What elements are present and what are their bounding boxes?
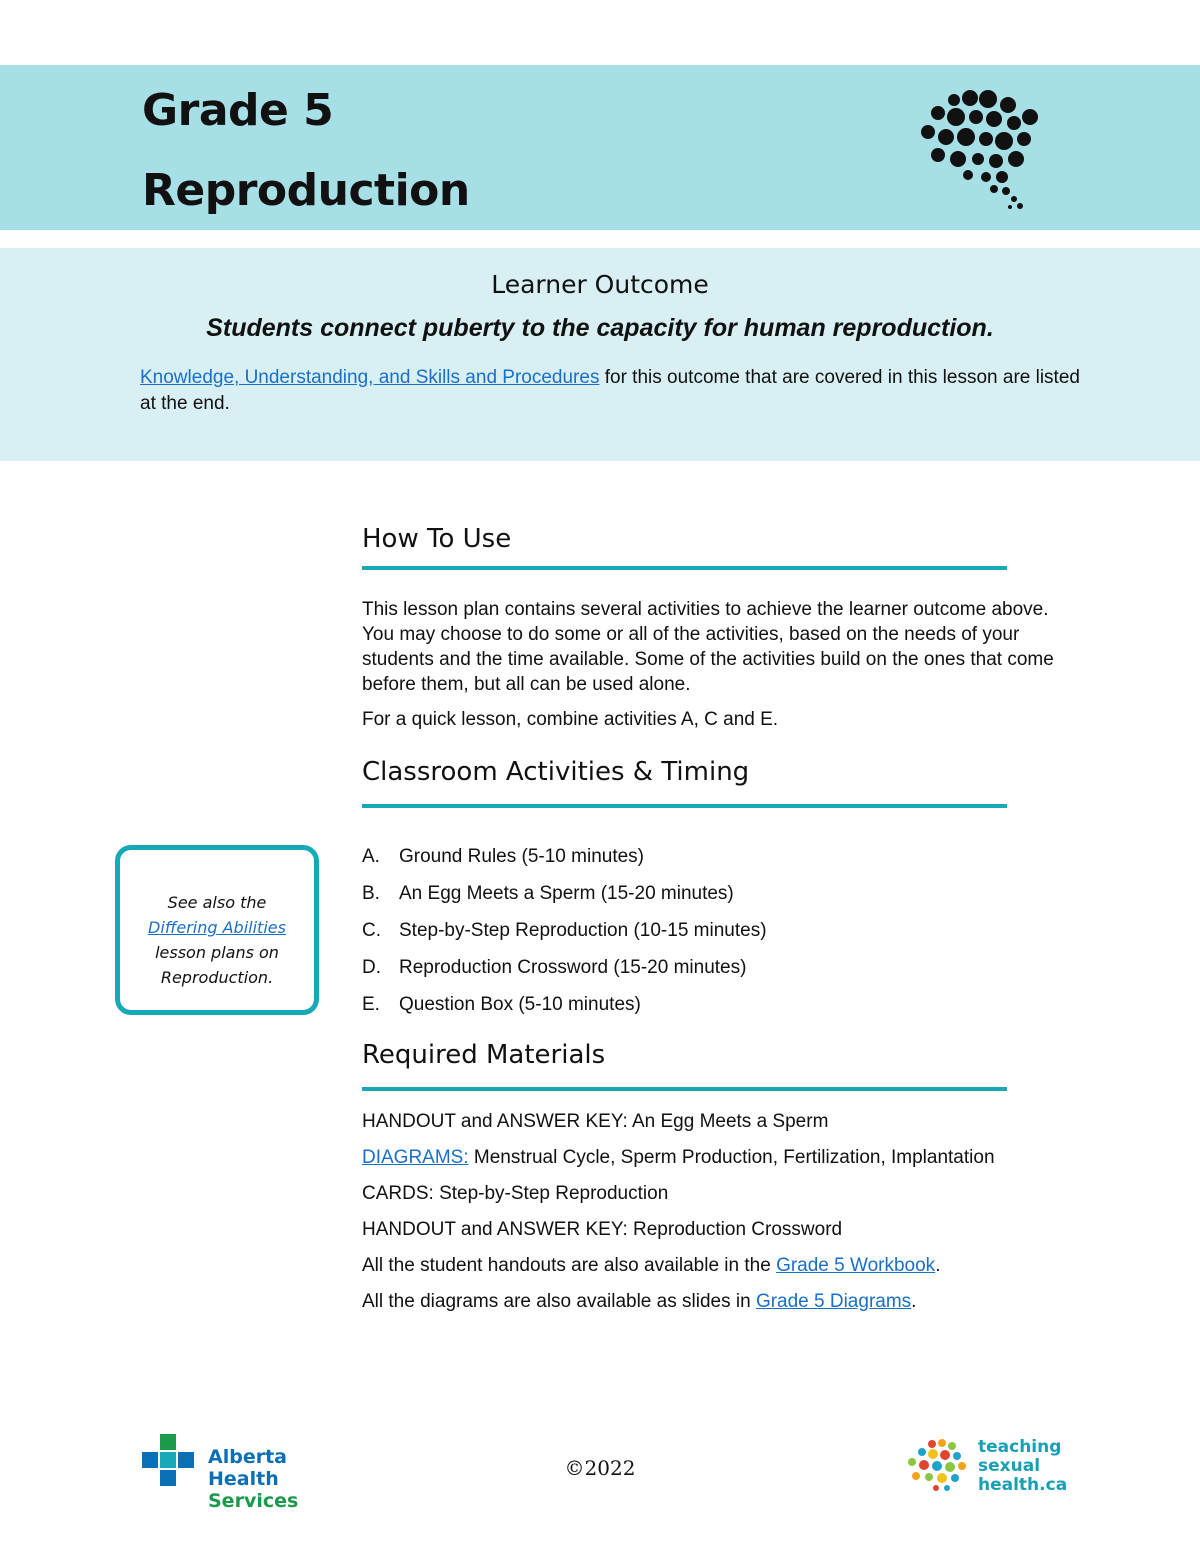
list-item xyxy=(362,843,767,880)
material-item-text: . xyxy=(935,1255,941,1276)
section-divider xyxy=(362,566,1007,570)
item-text: An Egg Meets a Sperm (15-20 minutes) xyxy=(399,883,734,904)
quick-lesson-paragraph: For a quick lesson, combine activities A, C and E. xyxy=(362,709,779,730)
how-to-use-section xyxy=(362,524,1007,554)
how-to-use-heading: How To Use xyxy=(362,524,512,554)
material-item xyxy=(362,1254,1022,1277)
how-to-use-paragraph: This lesson plan contains several activities to achieve the learner outcome above. You may choose to do some or all of the activities, based on the needs of your students and the time available. Some of the activities build on the ones that come before them, but all can be used alone. xyxy=(362,599,1054,695)
outcome-heading: Learner Outcome xyxy=(491,270,709,299)
section-divider xyxy=(362,1087,1007,1091)
ahs-line: Services xyxy=(208,1490,299,1512)
grade-title: Grade 5 xyxy=(142,85,334,136)
item-letter: D. xyxy=(362,957,381,978)
diagrams-slides-link[interactable]: Grade 5 Diagrams xyxy=(755,1291,912,1312)
item-text: Ground Rules (5-10 minutes) xyxy=(399,846,644,867)
list-item xyxy=(362,991,767,1028)
material-item-text: Menstrual Cycle, Sperm Production, Fertilization, Implantation xyxy=(468,1147,995,1168)
item-text: Step-by-Step Reproduction (10-15 minutes) xyxy=(399,920,767,941)
diagrams-link[interactable]: DIAGRAMS: xyxy=(362,1147,469,1168)
material-item-text: . xyxy=(911,1291,917,1312)
item-text: Question Box (5-10 minutes) xyxy=(399,994,641,1015)
differing-abilities-link[interactable]: Differing Abilities xyxy=(148,918,286,937)
material-item: HANDOUT and ANSWER KEY: An Egg Meets a Sperm xyxy=(362,1111,829,1132)
material-item xyxy=(362,1146,1022,1169)
material-item: HANDOUT and ANSWER KEY: Reproduction Crossword xyxy=(362,1219,843,1240)
list-item xyxy=(362,880,767,917)
material-item-text: All the diagrams are also available as slides in xyxy=(362,1291,756,1312)
materials-heading: Required Materials xyxy=(362,1040,606,1070)
callout-line: lesson plans on xyxy=(155,943,279,962)
activities-list xyxy=(362,843,767,1028)
ahs-line: Alberta Health xyxy=(208,1446,287,1490)
tsh-line: sexual xyxy=(978,1456,1041,1476)
tsh-line: health.ca xyxy=(978,1475,1068,1495)
outcome-note-text: for this outcome that are covered in this lesson are listed at the end. xyxy=(140,367,1080,414)
callout-line: Reproduction. xyxy=(160,968,274,987)
copyright: ©2022 xyxy=(564,1456,636,1480)
title-banner xyxy=(0,65,1200,230)
brain-dots-icon xyxy=(918,87,1048,217)
materials-list xyxy=(362,1110,1022,1326)
material-item-text: All the student handouts are also available in the xyxy=(362,1255,777,1276)
list-item xyxy=(362,954,767,991)
item-letter: E. xyxy=(362,994,380,1015)
item-letter: B. xyxy=(362,883,380,904)
teaching-sexual-health-logo xyxy=(902,1438,1072,1498)
tsh-wordmark xyxy=(978,1438,1067,1495)
outcome-note xyxy=(140,365,1080,417)
how-to-use-body xyxy=(362,597,1077,742)
colorful-dots-icon xyxy=(902,1438,972,1494)
material-item: CARDS: Step-by-Step Reproduction xyxy=(362,1183,669,1204)
learner-outcome-panel xyxy=(0,248,1200,461)
tsh-line: teaching xyxy=(978,1437,1062,1457)
activities-section xyxy=(362,757,1007,787)
see-also-callout xyxy=(115,845,319,1015)
ksp-link[interactable]: Knowledge, Understanding, and Skills and Procedures xyxy=(140,367,600,388)
outcome-statement: Students connect puberty to the capacity for human reproduction. xyxy=(206,314,994,342)
workbook-link[interactable]: Grade 5 Workbook xyxy=(776,1255,936,1276)
activities-heading: Classroom Activities & Timing xyxy=(362,757,750,787)
item-letter: A. xyxy=(362,846,380,867)
section-divider xyxy=(362,804,1007,808)
list-item xyxy=(362,917,767,954)
materials-section xyxy=(362,1040,1007,1070)
material-item xyxy=(362,1290,1022,1313)
topic-title: Reproduction xyxy=(142,165,470,216)
item-letter: C. xyxy=(362,920,381,941)
item-text: Reproduction Crossword (15-20 minutes) xyxy=(399,957,747,978)
callout-line: See also the xyxy=(167,893,267,912)
